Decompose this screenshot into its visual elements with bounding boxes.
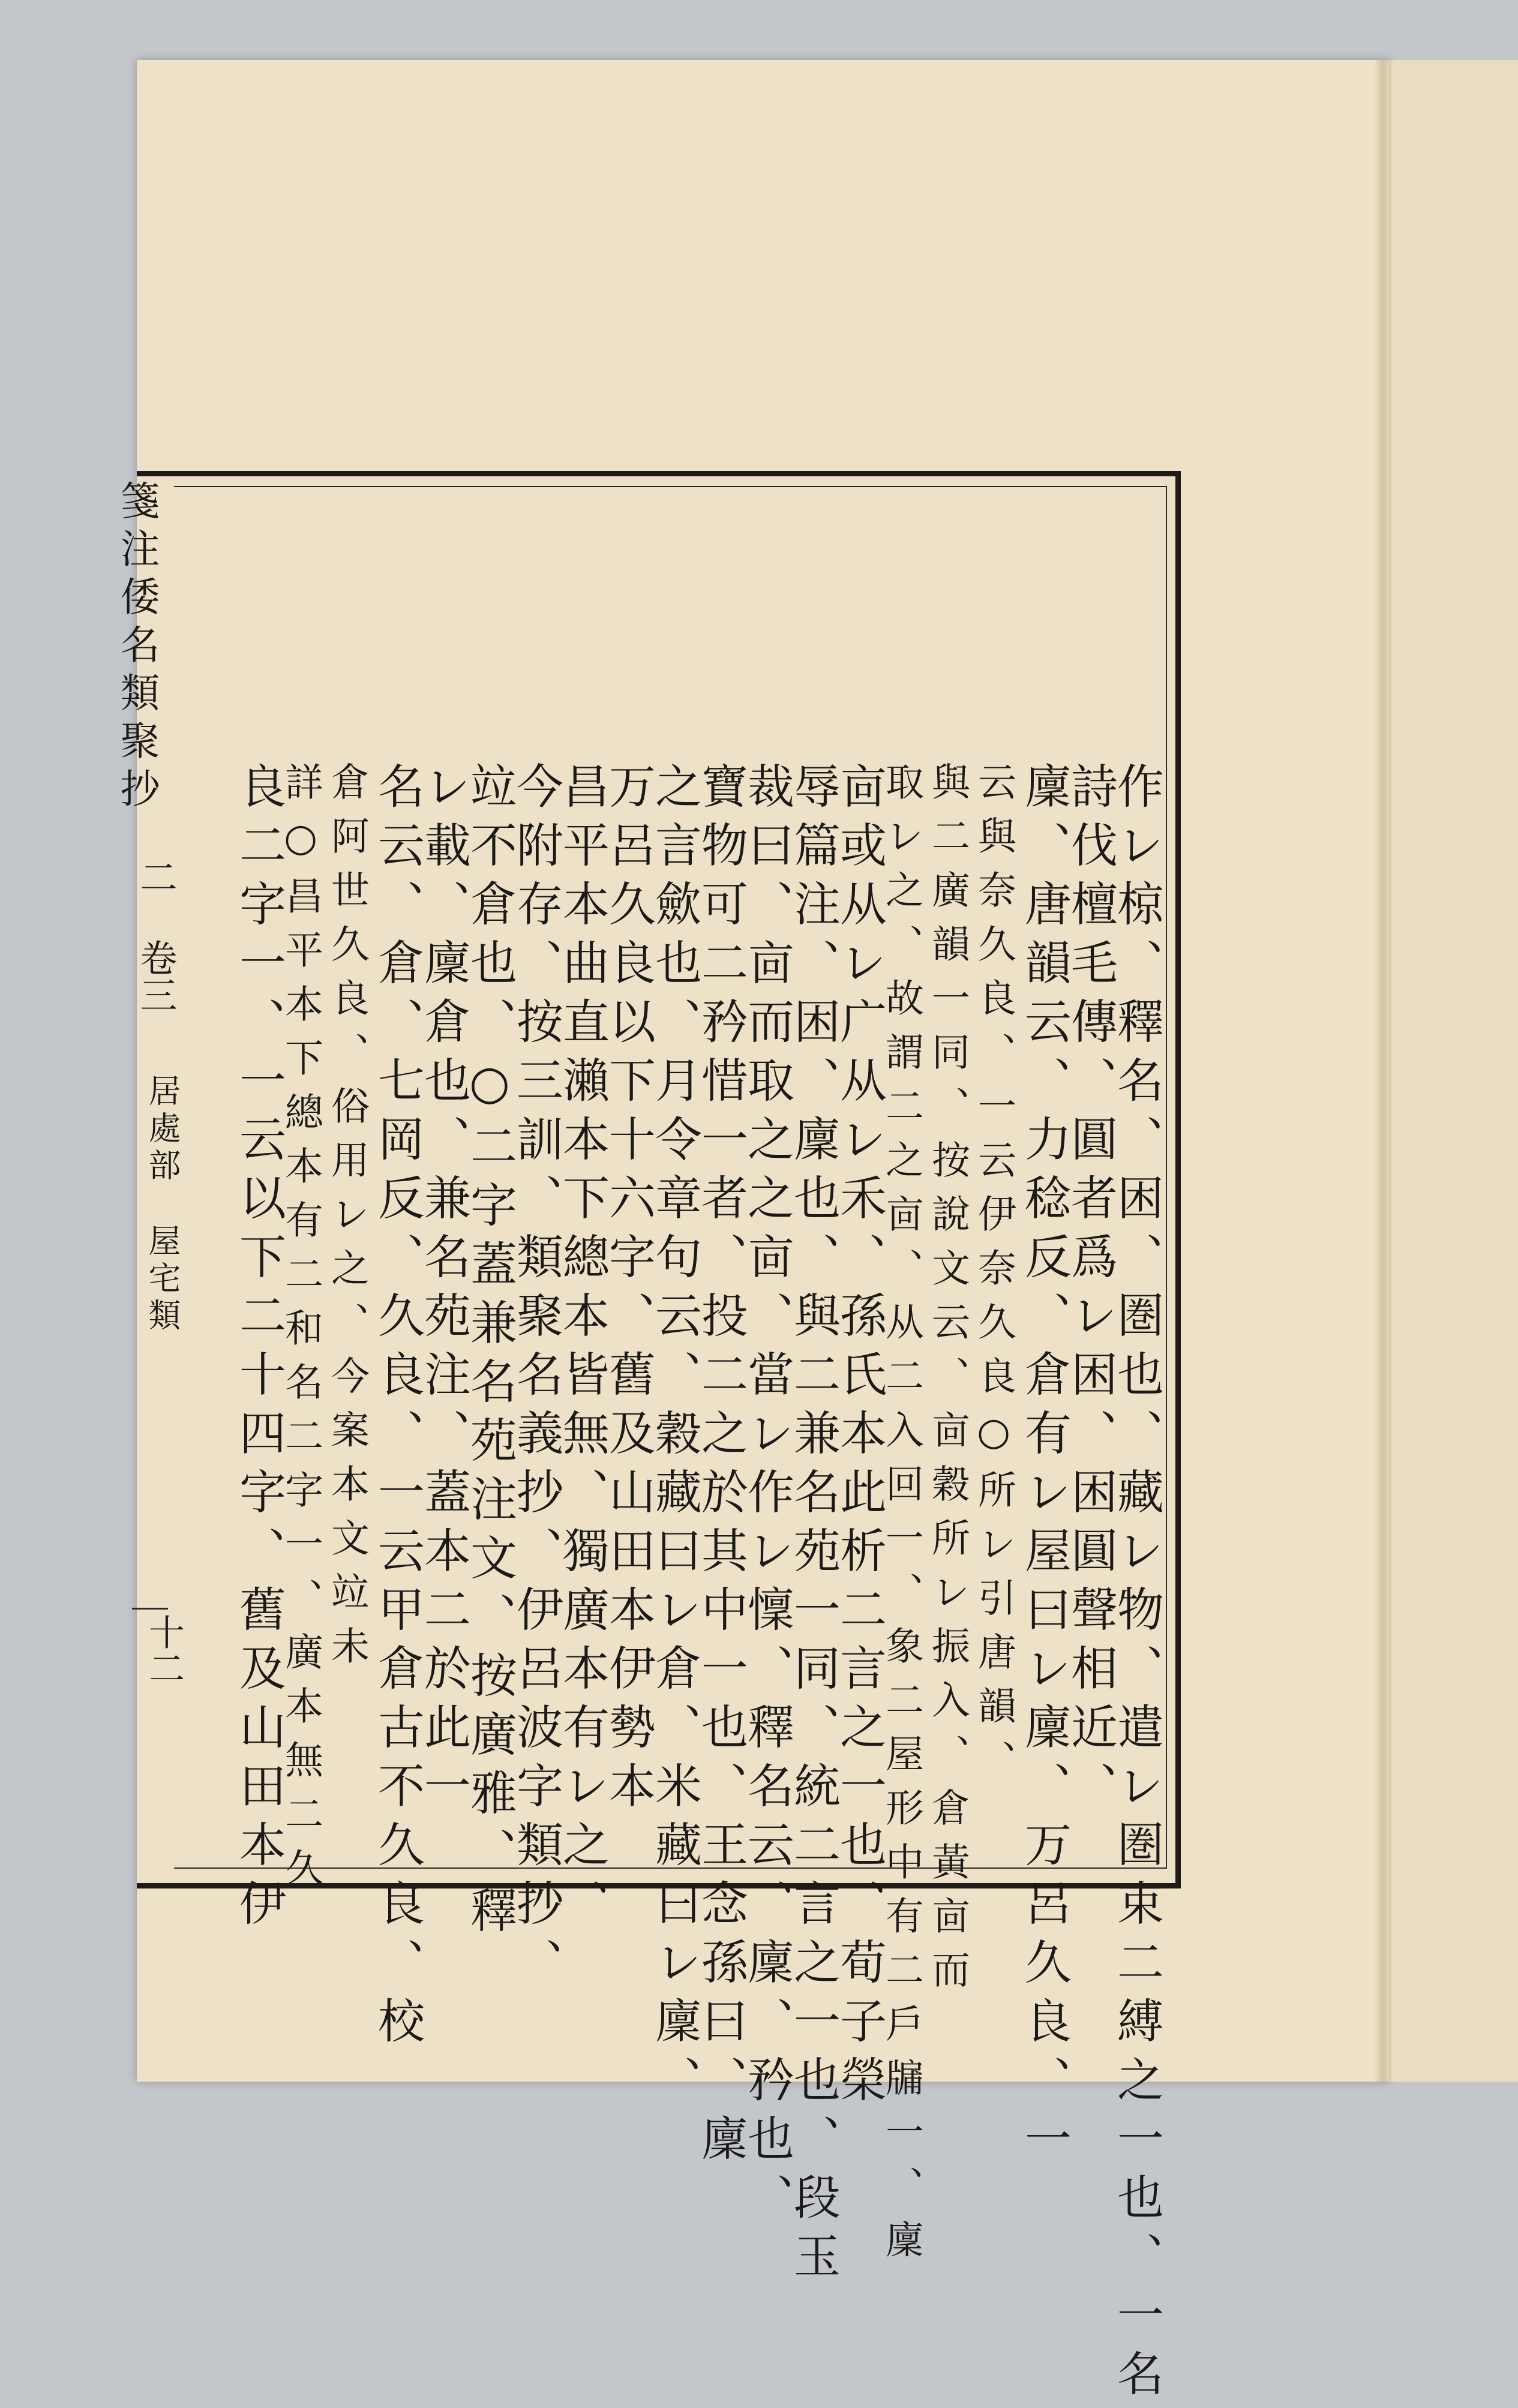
- text-column: 裁曰、㐭而取之之㐭、當レ作レ懍、釋名云、廩、矜也、: [740, 762, 794, 2232]
- running-head-section: 居處部: [143, 1074, 181, 1185]
- text-column: 昌平本曲直瀨本下總本皆無、獨廣本有レ之、: [555, 762, 609, 1938]
- text-column: 万呂久良以下十六字、舊及山田本伊勢本: [601, 762, 655, 1820]
- text-column: 名云、倉、七岡反、久良、一云甲倉古不久良、校: [370, 762, 424, 2055]
- text-column: レ載、廩倉也、兼名苑注、蓋本二於此一: [416, 762, 470, 1820]
- text-column: 之言歛也、月令章句云、穀藏曰レ倉、米藏曰レ廩、: [647, 762, 701, 2114]
- text-column: 作レ椋、釋名、困、圏也、藏レ物、遣レ圏束二縛之一也、一名: [1109, 762, 1163, 2408]
- folio-number: 十二: [143, 1614, 185, 1686]
- text-column: 取レ之、故謂二之㐭、从二入回一、象二屋形中有二戶牖一、廩: [879, 762, 923, 2274]
- running-head-title: 箋注倭名類聚抄: [113, 480, 160, 816]
- text-column: 竝不倉也、○二字蓋兼名苑注文、按廣雅、釋: [463, 762, 517, 1945]
- text-column: 倉阿世久良、俗用レ之、今案本文竝未: [325, 762, 369, 1680]
- folio-rule: [132, 1608, 168, 1610]
- text-column: 良二字一、一云以下二十四字、舊及山田本伊: [232, 762, 286, 1938]
- text-column: 與二廣韻一同、按說文云、㐭穀所レ振入、倉黃㐭而: [925, 762, 970, 2004]
- facing-page-edge: [1390, 60, 1518, 2082]
- text-column: 寶物可二矜惜一者、投二之於其中一也、王念孫曰、廩: [694, 762, 748, 2173]
- running-head-subsection: 屋宅類: [143, 1224, 181, 1335]
- text-column: 今附存、按三訓、類聚名義抄、伊呂波字類抄、: [509, 762, 563, 1996]
- running-head-volume: 二 卷三: [134, 858, 178, 1013]
- text-column: 云與奈久良、一云伊奈久良○所レ引唐韻、: [971, 762, 1016, 1794]
- text-column: 詩伐檀毛傳、圓者爲レ困、困圓聲相近、: [1063, 762, 1117, 1820]
- text-column: 詳○昌平本下總本有二和名二字一、廣本無二久: [278, 762, 323, 1902]
- text-column: 㐭或从レ广从レ禾、孫氏本此析二言之一也、荀子榮: [832, 762, 886, 2114]
- text-column: 廩、唐韻云、力稔反、倉有レ屋曰レ廩、万呂久良、一: [1017, 762, 1071, 2173]
- text-column: 辱篇注、困、廩也、與二兼名苑一同、統二言之一也、段玉: [786, 762, 840, 2290]
